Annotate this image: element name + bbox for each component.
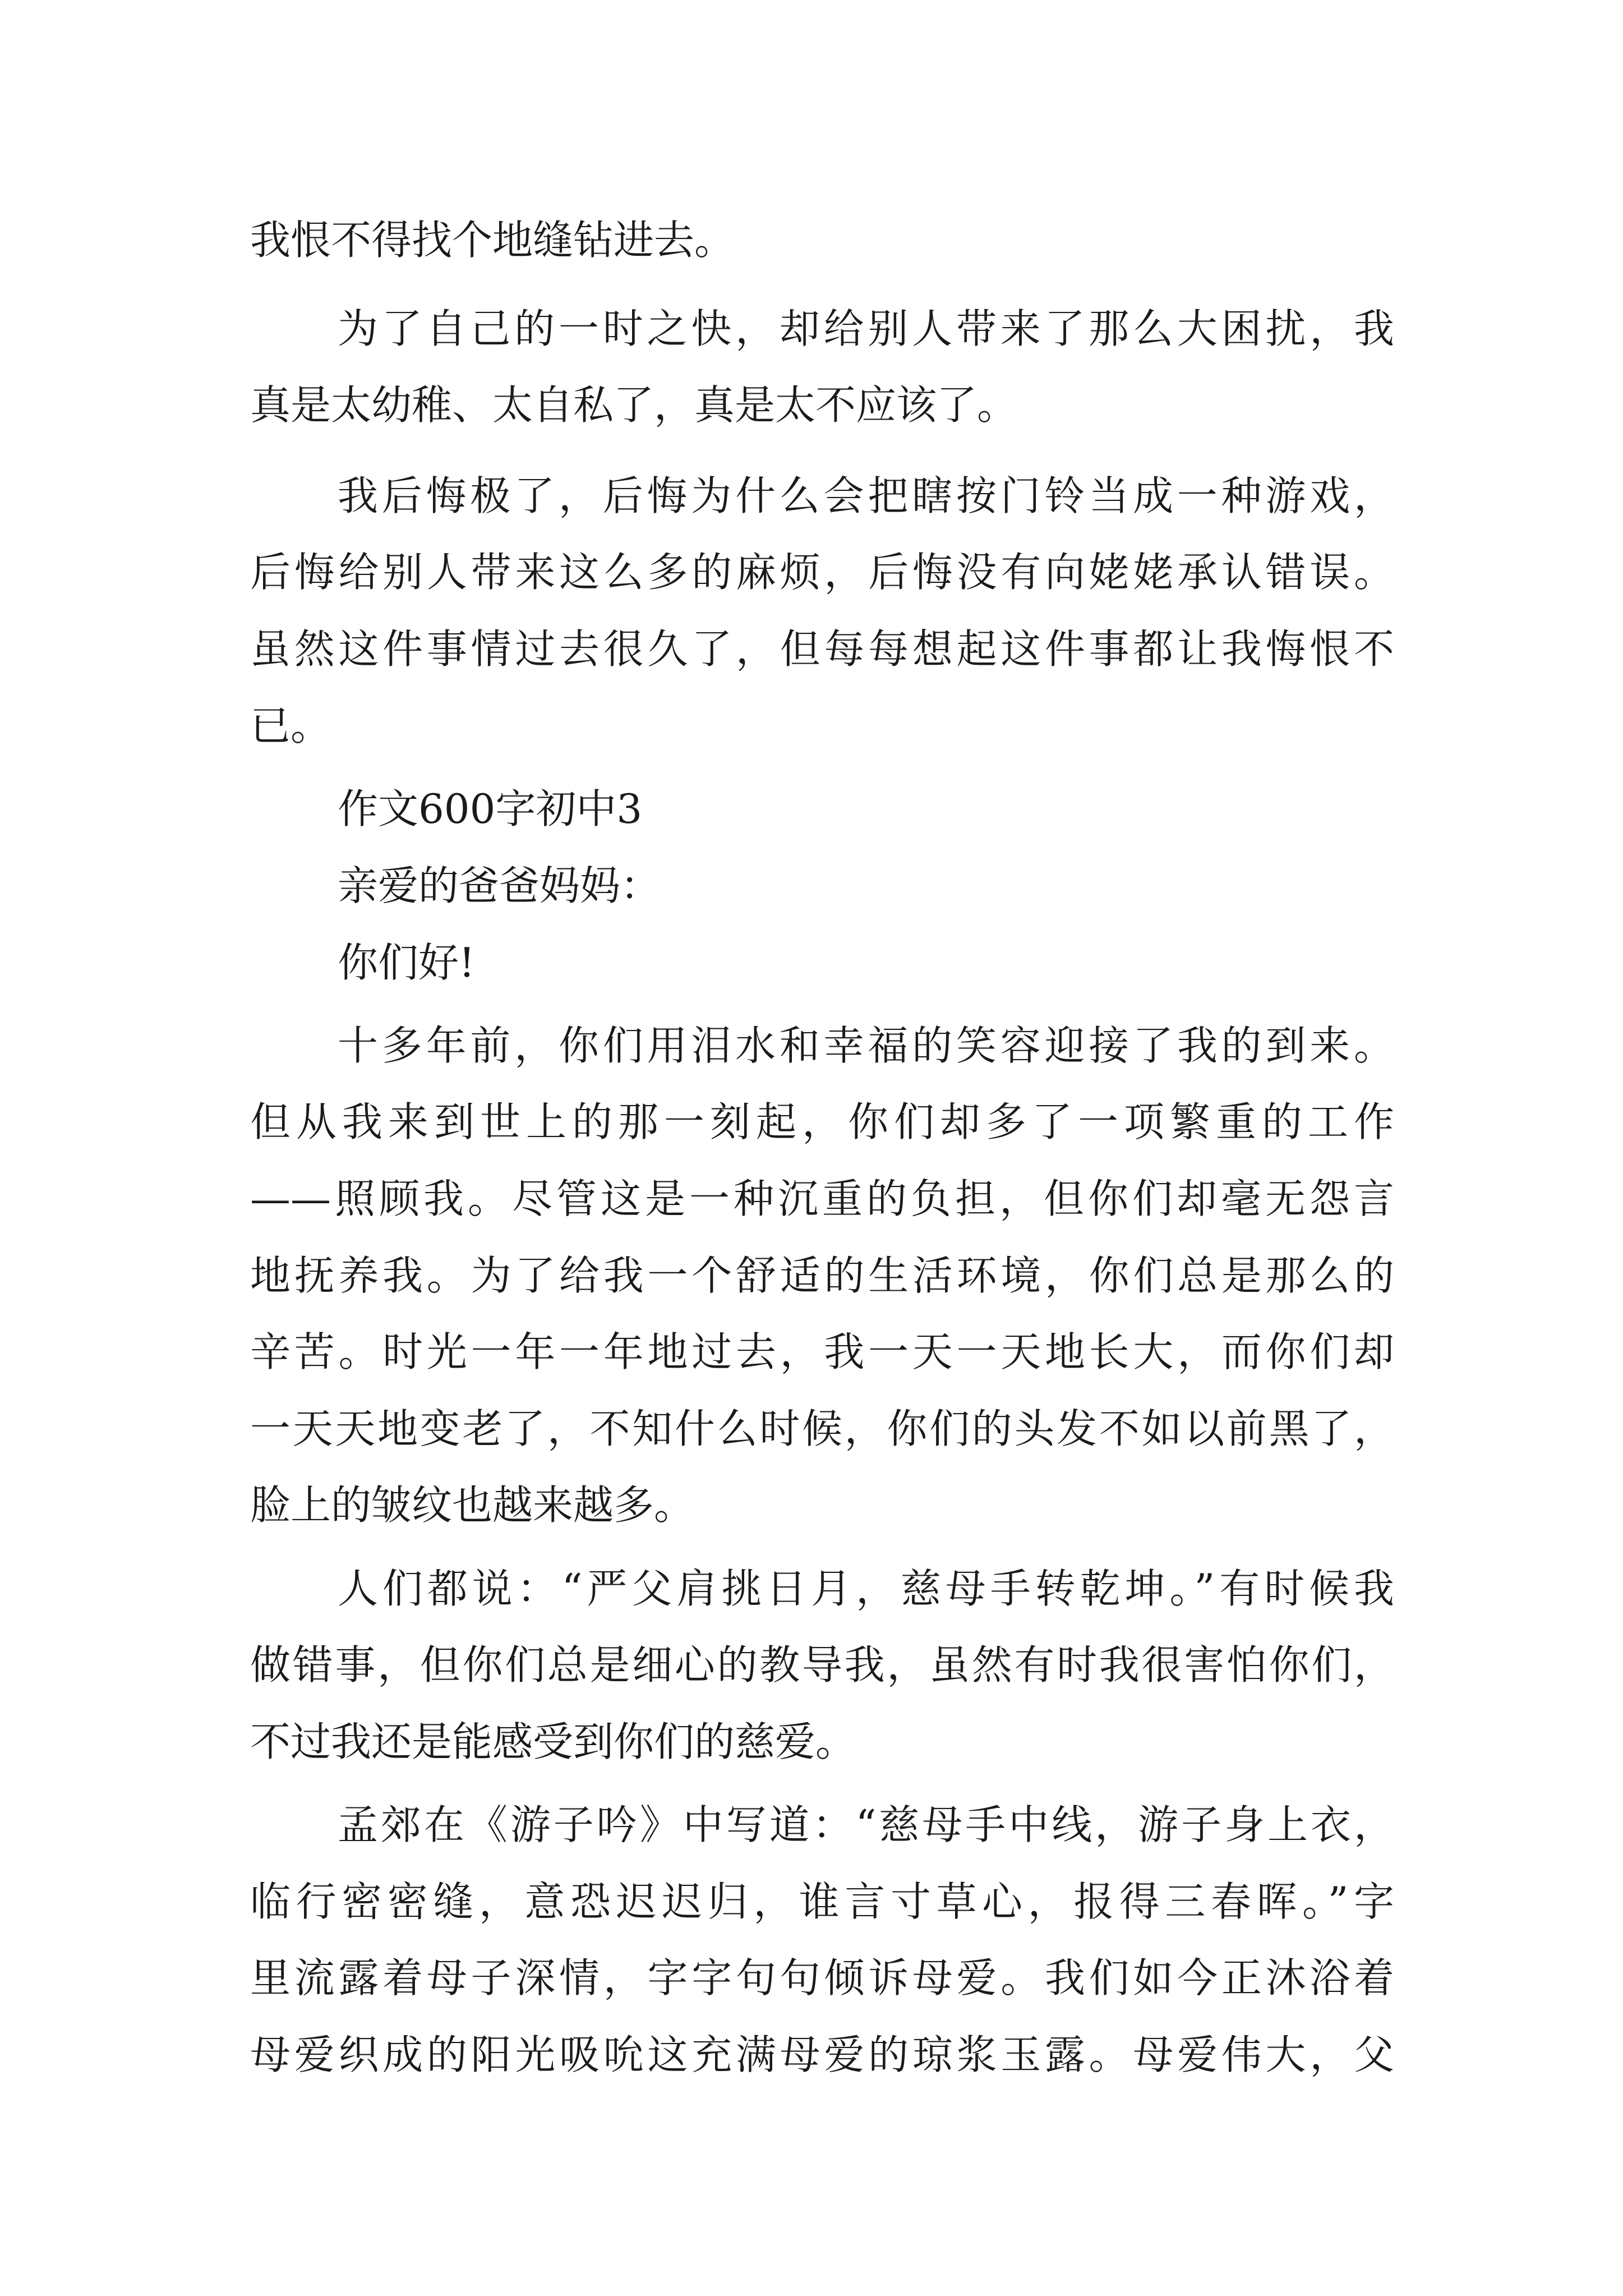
text-line: 做错事，但你们总是细心的教导我，虽然有时我很害怕你们，: [250, 1641, 1394, 1688]
text-line: 人们都说：“严父肩挑日月，慈母手转乾坤。”有时候我: [338, 1565, 1394, 1612]
text-line: 地抚养我。为了给我一个舒适的生活环境，你们总是那么的: [250, 1252, 1394, 1299]
text-line: 你们好!: [338, 939, 475, 986]
text-line: 孟郊在《游子吟》中写道：“慈母手中线，游子身上衣，: [338, 1801, 1394, 1848]
text-line: 临行密密缝，意恐迟迟归，谁言寸草心，报得三春晖。”字: [250, 1878, 1394, 1925]
text-line: 十多年前，你们用泪水和幸福的笑容迎接了我的到来。: [338, 1022, 1394, 1069]
text-line: 辛苦。时光一年一年地过去，我一天一天地长大，而你们却: [250, 1328, 1394, 1375]
text-line: 我恨不得找个地缝钻进去。: [250, 217, 735, 264]
text-line: 一天天地变老了，不知什么时候，你们的头发不如以前黑了，: [250, 1405, 1394, 1452]
text-line: 后悔给别人带来这么多的麻烦，后悔没有向姥姥承认错误。: [250, 549, 1394, 596]
text-line: 脸上的皱纹也越来越多。: [250, 1481, 695, 1529]
section-heading: 作文600字初中3: [338, 785, 643, 832]
text-line: 为了自己的一时之快，却给别人带来了那么大困扰，我: [338, 305, 1394, 352]
text-line: 但从我来到世上的那一刻起，你们却多了一项繁重的工作: [250, 1098, 1394, 1145]
text-line: 虽然这件事情过去很久了，但每每想起这件事都让我悔恨不: [250, 625, 1394, 673]
text-line: 真是太幼稚、太自私了，真是太不应该了。: [250, 381, 1018, 429]
text-line: 里流露着母子深情，字字句句倾诉母爱。我们如今正沐浴着: [250, 1954, 1394, 2001]
text-line: 母爱织成的阳光吸吮这充满母爱的琼浆玉露。母爱伟大，父: [250, 2031, 1394, 2078]
text-line: 亲爱的爸爸妈妈：: [338, 862, 661, 909]
text-line: 已。: [250, 702, 331, 749]
text-line: 不过我还是能感受到你们的慈爱。: [250, 1718, 856, 1765]
text-line: 我后悔极了，后悔为什么会把瞎按门铃当成一种游戏，: [338, 472, 1394, 519]
text-line: ——照顾我。尽管这是一种沉重的负担，但你们却毫无怨言: [250, 1175, 1394, 1222]
